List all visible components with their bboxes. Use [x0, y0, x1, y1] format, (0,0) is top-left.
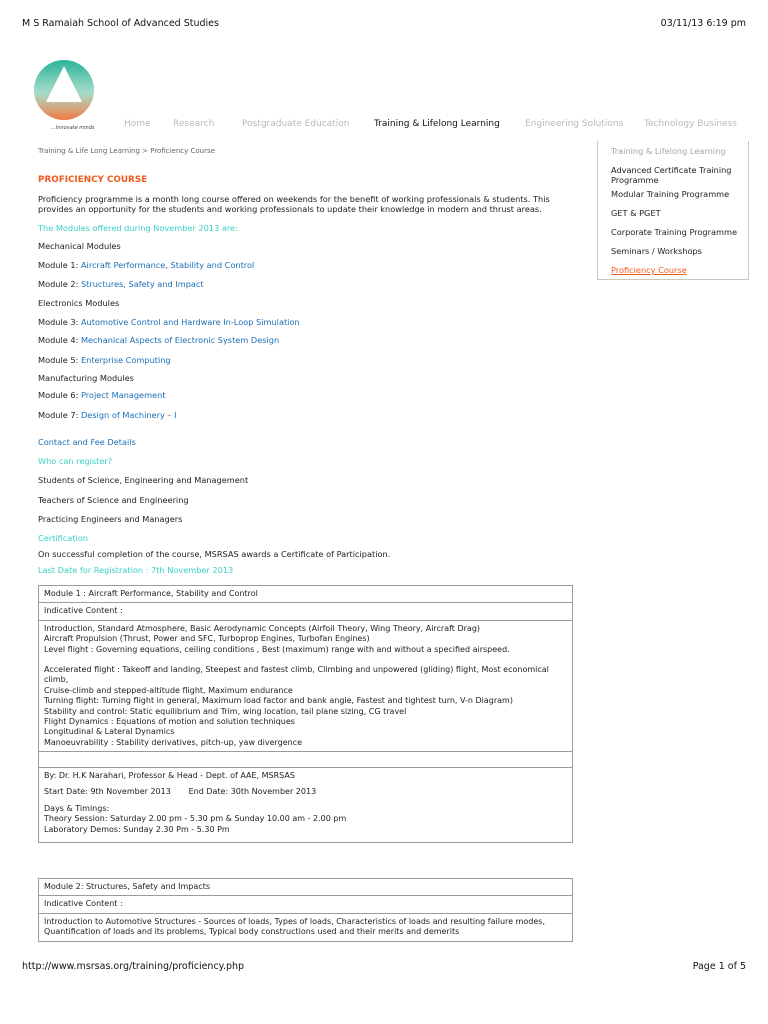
module-2-link[interactable]: Structures, Safety and Impact — [80, 279, 204, 289]
module-6-row — [38, 390, 573, 400]
who-item-engineers: Practicing Engineers and Managers — [38, 514, 183, 524]
table1-line: Accelerated flight : Takeoff and landing, Steepest and fastest climb, Climbing and unpowered (gliding) flight, Most economical climb, — [44, 664, 549, 685]
module-2-row — [38, 279, 573, 289]
print-url: http://www.msrsas.org/training/proficiency.php — [22, 961, 245, 972]
table2-line: Quantification of loads and its problems, Typical body constructions used and their merits and demerits — [44, 927, 460, 937]
module-4-link[interactable]: Mechanical Aspects of Electronic System Design — [80, 335, 280, 345]
intro-text: Proficiency programme is a month long course offered on weekends for the benefit of working professionals & students. This provides an opportunity for the students and working professionals to update their knowledge in modern and thrust areas. — [38, 194, 550, 215]
sidebar-item-seminars-workshops[interactable]: Seminars / Workshops — [611, 246, 702, 256]
table1-content — [39, 621, 572, 752]
nav-engineering-solutions[interactable]: Engineering Solutions — [525, 119, 624, 129]
sidebar-item-modular-training[interactable]: Modular Training Programme — [611, 189, 730, 199]
table1-line: Longitudinal & Lateral Dynamics — [44, 727, 175, 737]
sidebar-item-corporate-training[interactable]: Corporate Training Programme — [611, 227, 737, 237]
table2-line: Introduction to Automotive Structures - Sources of loads, Types of loads, Characteristics of loads and resulting failure modes, — [44, 916, 545, 926]
table2-content — [39, 914, 572, 941]
table1-line: Stability and control: Static equilibrium and Trim, wing location, tail plane sizing, CG travel — [44, 706, 407, 716]
certification-text: On successful completion of the course, MSRSAS awards a Certificate of Participation. — [38, 549, 391, 559]
sidebar-item-get-pget[interactable]: GET & PGET — [611, 208, 661, 218]
module-1-table — [38, 585, 573, 843]
last-date-registration: Last Date for Registration : 7th November 2013 — [38, 565, 234, 575]
page-title: PROFICIENCY COURSE — [38, 175, 148, 185]
table1-line: Cruise-climb and stepped-altitude flight, Maximum endurance — [44, 685, 293, 695]
module-6-link[interactable]: Project Management — [80, 390, 166, 400]
modules-heading: The Modules offered during November 2013 are: — [38, 223, 238, 233]
module-7-label: Module 7: — [38, 410, 81, 420]
module-6-label: Module 6: — [38, 390, 81, 400]
module-4-row — [38, 335, 573, 345]
table1-timing-lab: Laboratory Demos: Sunday 2.30 Pm - 5.30 Pm — [44, 824, 230, 834]
sidebar-item-proficiency-course[interactable]: Proficiency Course — [611, 265, 687, 275]
table1-details — [39, 768, 572, 842]
nav-technology-business[interactable]: Technology Business — [644, 119, 737, 129]
breadcrumb: Training & Life Long Learning > Proficiency Course — [38, 147, 215, 155]
module-2-label: Module 2: — [38, 279, 81, 289]
sidebar-item-advanced-certificate[interactable]: Advanced Certificate Training Programme — [611, 165, 732, 186]
module-1-row — [38, 260, 573, 270]
module-3-row — [38, 317, 573, 327]
module-3-label: Module 3: — [38, 317, 81, 327]
logo-tagline: ...Innovate minds — [51, 125, 95, 131]
module-4-label: Module 4: — [38, 335, 81, 345]
nav-home[interactable]: Home — [124, 119, 151, 129]
sidebar-heading[interactable]: Training & Lifelong Learning — [611, 146, 726, 156]
module-5-row — [38, 355, 573, 365]
module-3-link[interactable]: Automotive Control and Hardware In-Loop Simulation — [80, 317, 300, 327]
who-can-register-heading: Who can register? — [38, 456, 113, 466]
table1-timings-title: Days & Timings: — [44, 803, 110, 813]
group-electronics: Electronics Modules — [38, 298, 120, 308]
table1-line: Turning flight: Turning flight in general, Maximum load factor and bank angle, Fastest and tightest turn, V-n Diagram) — [44, 696, 513, 706]
module-1-link[interactable]: Aircraft Performance, Stability and Control — [80, 260, 255, 270]
print-datetime: 03/11/13 6:19 pm — [660, 18, 746, 29]
table1-dates: Start Date: 9th November 2013 End Date: 30th November 2013 — [44, 787, 317, 797]
table1-line: Level flight : Governing equations, ceiling conditions , Best (maximum) range with and without a specified airspeed. — [44, 644, 510, 654]
table1-line: Introduction, Standard Atmosphere, Basic Aerodynamic Concepts (Airfoil Theory, Wing Theory, Aircraft Drag) — [44, 623, 481, 633]
nav-postgraduate-education[interactable]: Postgraduate Education — [242, 119, 350, 129]
table2-title: Module 2: Structures, Safety and Impacts — [39, 879, 572, 896]
print-footer — [22, 961, 746, 972]
module-5-label: Module 5: — [38, 355, 81, 365]
table2-indicative: Indicative Content : — [39, 896, 572, 913]
table1-indicative: Indicative Content : — [39, 603, 572, 620]
main-nav — [0, 119, 768, 133]
table1-timing-theory: Theory Session: Saturday 2.00 pm - 5.30 pm & Sunday 10.00 am - 2.00 pm — [44, 814, 347, 824]
print-page-number: Page 1 of 5 — [692, 961, 746, 972]
module-1-label: Module 1: — [38, 260, 81, 270]
nav-research[interactable]: Research — [173, 119, 215, 129]
table1-line: Manoeuvrability : Stability derivatives, pitch-up, yaw divergence — [44, 737, 303, 747]
table1-title: Module 1 : Aircraft Performance, Stability and Control — [39, 586, 572, 603]
table1-line: Flight Dynamics : Equations of motion and solution techniques — [44, 716, 295, 726]
print-site-title: M S Ramaiah School of Advanced Studies — [22, 18, 219, 29]
module-5-link[interactable]: Enterprise Computing — [80, 355, 171, 365]
module-7-row — [38, 410, 573, 420]
nav-training-lifelong-learning[interactable]: Training & Lifelong Learning — [374, 119, 500, 129]
sidebar-menu — [597, 141, 749, 280]
print-header — [22, 18, 746, 29]
who-item-students: Students of Science, Engineering and Management — [38, 475, 249, 485]
group-manufacturing: Manufacturing Modules — [38, 373, 134, 383]
module-2-table — [38, 878, 573, 942]
table1-line: Aircraft Propulsion (Thrust, Power and SFC, Turboprop Engines, Turbofan Engines) — [44, 634, 370, 644]
module-7-link[interactable]: Design of Machinery – I — [80, 410, 177, 420]
table1-empty-row — [39, 752, 572, 768]
who-item-teachers: Teachers of Science and Engineering — [38, 495, 189, 505]
certification-heading: Certification — [38, 533, 88, 543]
contact-fee-link[interactable]: Contact and Fee Details — [38, 437, 136, 447]
group-mechanical: Mechanical Modules — [38, 241, 121, 251]
table1-by: By: Dr. H.K Narahari, Professor & Head - Dept. of AAE, MSRSAS — [44, 771, 295, 781]
